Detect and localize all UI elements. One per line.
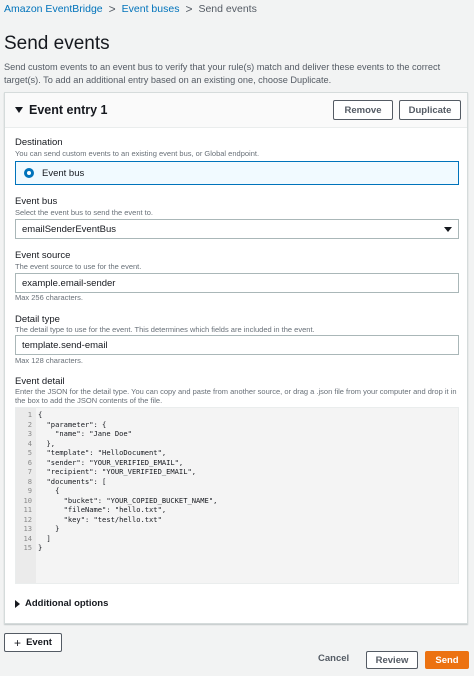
detail-type-label: Detail type: [15, 314, 60, 325]
code-line: 3 "name": "Jane Doe": [27, 429, 132, 438]
detail-type-value: template.send-email: [22, 339, 108, 351]
destination-option-label: Event bus: [42, 167, 85, 179]
detail-type-input[interactable]: [15, 335, 459, 355]
add-event-label: Event: [26, 637, 52, 648]
event-entry-toggle[interactable]: [15, 103, 108, 117]
additional-options-label: Additional options: [25, 598, 109, 609]
destination-event-bus-option[interactable]: [15, 161, 459, 185]
detail-type-constraint: Max 128 characters.: [15, 356, 83, 365]
code-line: 2 "parameter": {: [27, 419, 107, 429]
remove-button[interactable]: Remove: [333, 100, 393, 120]
send-button[interactable]: Send: [425, 651, 469, 669]
event-detail-code-editor[interactable]: [15, 407, 459, 584]
event-source-label: Event source: [15, 250, 71, 261]
code-line: 13 }: [23, 524, 60, 533]
event-source-input[interactable]: [15, 273, 459, 293]
caret-right-icon: [15, 600, 20, 608]
breadcrumb-current: Send events: [198, 3, 257, 15]
breadcrumb-link-eventbridge[interactable]: Amazon EventBridge: [4, 3, 103, 15]
cancel-button[interactable]: Cancel: [318, 653, 350, 664]
add-event-button[interactable]: [4, 633, 62, 652]
destination-label: Destination: [15, 137, 63, 148]
page-description: Send custom events to an event bus to verify that your rule(s) match and deliver these events to the correct target(s). To add an additional entry based on an existing one, choose Duplicate.: [4, 62, 441, 85]
event-bus-label: Event bus: [15, 196, 58, 207]
code-line: 10 "bucket": "YOUR_COPIED_BUCKET_NAME",: [23, 495, 218, 505]
event-bus-select-value: emailSenderEventBus: [22, 223, 116, 235]
event-detail-label: Event detail: [15, 376, 65, 387]
code-line: 8 "documents": [: [27, 476, 107, 486]
breadcrumb-separator-icon: >: [108, 2, 116, 16]
code-line: 12 "key": "test/hello.txt": [23, 514, 162, 524]
code-line: 11 "fileName": "hello.txt",: [23, 505, 167, 514]
event-bus-description: Select the event bus to send the event to.: [15, 208, 154, 217]
page-title: Send events: [4, 33, 110, 54]
code-line: 1 {: [27, 410, 43, 419]
code-line: 6 "sender": "YOUR_VERIFIED_EMAIL",: [27, 457, 184, 467]
detail-type-description: The detail type to use for the event. This determines which fields are included in the event.: [15, 325, 315, 334]
code-line: 15 }: [23, 543, 43, 552]
event-bus-select[interactable]: [15, 219, 459, 239]
duplicate-button[interactable]: Duplicate: [399, 100, 461, 120]
destination-description: You can send custom events to an existing event bus, or Global endpoint.: [15, 149, 260, 158]
plus-icon: +: [14, 635, 22, 650]
code-line: 5 "template": "HelloDocument",: [27, 448, 167, 457]
caret-down-icon: [15, 107, 23, 113]
review-button[interactable]: Review: [366, 651, 418, 669]
event-source-value: example.email-sender: [22, 277, 116, 289]
code-line: 9 {: [27, 486, 60, 495]
chevron-down-icon: [444, 227, 452, 232]
event-entry-title: Event entry 1: [29, 103, 108, 117]
event-detail-description: Enter the JSON for the detail type. You can copy and paste from another source, or drag a .json file from your computer and drop it in the box to add the JSON contents of the file.: [15, 387, 457, 405]
radio-selected-icon[interactable]: [24, 168, 34, 178]
event-entry-header: [5, 93, 467, 128]
code-line: 7 "recipient": "YOUR_VERIFIED_EMAIL",: [27, 467, 197, 476]
event-entry-panel: [4, 92, 468, 624]
additional-options-toggle[interactable]: [15, 598, 108, 609]
event-source-constraint: Max 256 characters.: [15, 293, 83, 302]
code-line: 14 ]: [23, 533, 51, 543]
event-source-description: The event source to use for the event.: [15, 262, 142, 271]
breadcrumb-separator-icon: >: [185, 2, 193, 16]
breadcrumb: [4, 2, 257, 16]
code-line: 4 },: [27, 438, 56, 448]
breadcrumb-link-event-buses[interactable]: Event buses: [121, 3, 180, 15]
